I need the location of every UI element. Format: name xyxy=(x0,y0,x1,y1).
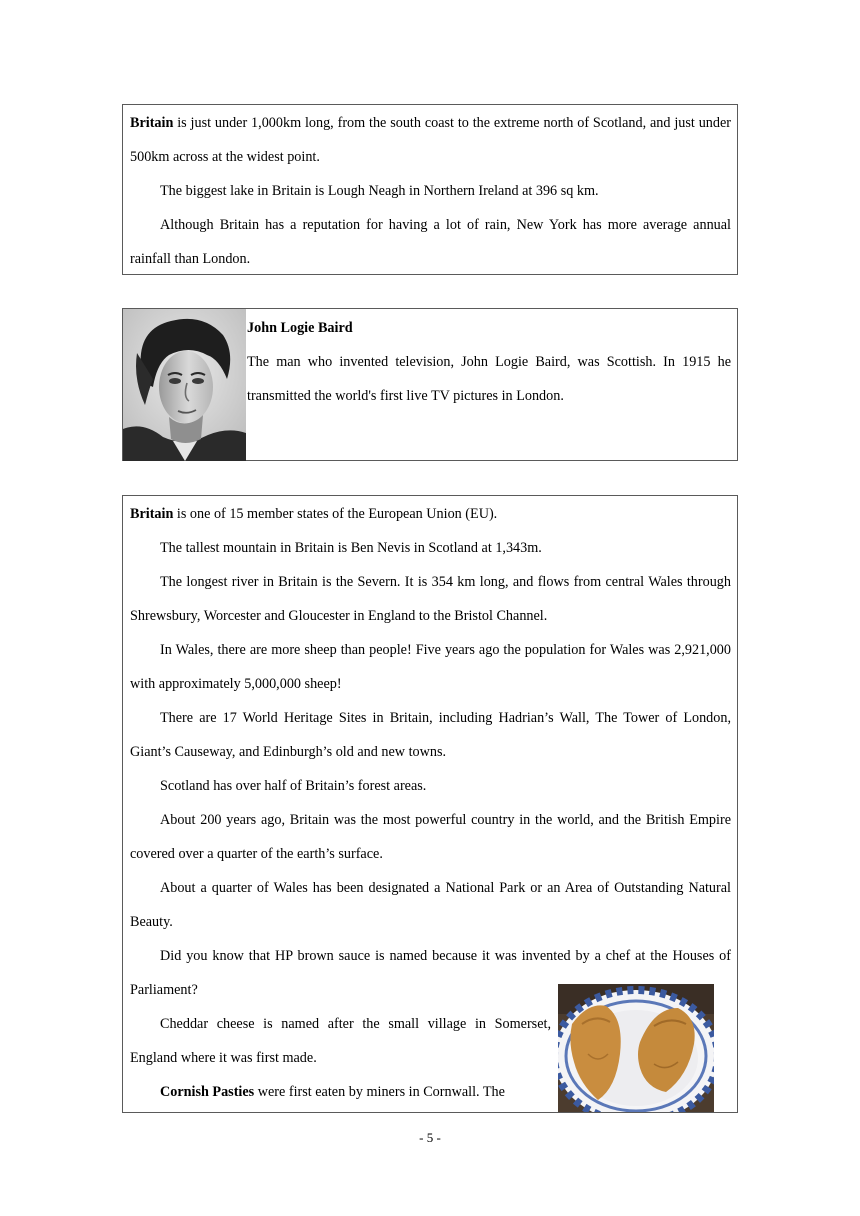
fact-britain-length: Britain is just under 1,000km long, from the south coast to the extreme north of Scotland, and just under 500km across at the widest point. xyxy=(130,115,731,165)
fact-wales-sheep: In Wales, there are more sheep than people! Five years ago the population for Wales was 2,921,000 with approximately 5,000,000 sheep! xyxy=(130,642,731,692)
fact-cheddar: Cheddar cheese is named after the small village in Somerset, England where it was first made. xyxy=(130,1016,551,1066)
baird-box xyxy=(122,308,738,461)
fact-longest-river: The longest river in Britain is the Severn. It is 354 km long, and flows from central Wales through Shrewsbury, Worcester and Gloucester in England to the Bristol Channel. xyxy=(130,574,731,624)
fact-world-heritage: There are 17 World Heritage Sites in Britain, including Hadrian’s Wall, The Tower of London, Giant’s Causeway, and Edinburgh’s old and new towns. xyxy=(130,710,731,760)
baird-name-heading: John Logie Baird xyxy=(247,320,353,336)
cornish-pasties-image xyxy=(558,984,714,1112)
fact-wales-national-park: About a quarter of Wales has been designated a National Park or an Area of Outstanding Natural Beauty. xyxy=(130,880,731,930)
fact-biggest-lake: The biggest lake in Britain is Lough Neagh in Northern Ireland at 396 sq km. xyxy=(160,183,599,199)
fact-eu-member: Britain is one of 15 member states of the European Union (EU). xyxy=(130,506,498,522)
page-number: - 5 - xyxy=(419,1130,441,1145)
baird-portrait-image xyxy=(123,309,246,461)
fact-scotland-forest: Scotland has over half of Britain’s forest areas. xyxy=(160,778,427,794)
fact-cornish-pasties: Cornish Pasties were first eaten by miners in Cornwall. The xyxy=(160,1084,505,1100)
fact-rainfall: Although Britain has a reputation for having a lot of rain, New York has more average annual rainfall than London. xyxy=(130,217,731,267)
baird-description: The man who invented television, John Logie Baird, was Scottish. In 1915 he transmitted the world's first live TV pictures in London. xyxy=(247,354,731,404)
facts-box-geography xyxy=(122,104,738,275)
baird-bio xyxy=(246,311,737,413)
fact-hp-sauce: Did you know that HP brown sauce is named because it was invented by a chef at the Houses of Parliament? xyxy=(130,948,731,998)
fact-british-empire: About 200 years ago, Britain was the most powerful country in the world, and the British Empire covered over a quarter of the earth’s surface. xyxy=(130,812,731,862)
fact-tallest-mountain: The tallest mountain in Britain is Ben Nevis in Scotland at 1,343m. xyxy=(160,540,542,556)
